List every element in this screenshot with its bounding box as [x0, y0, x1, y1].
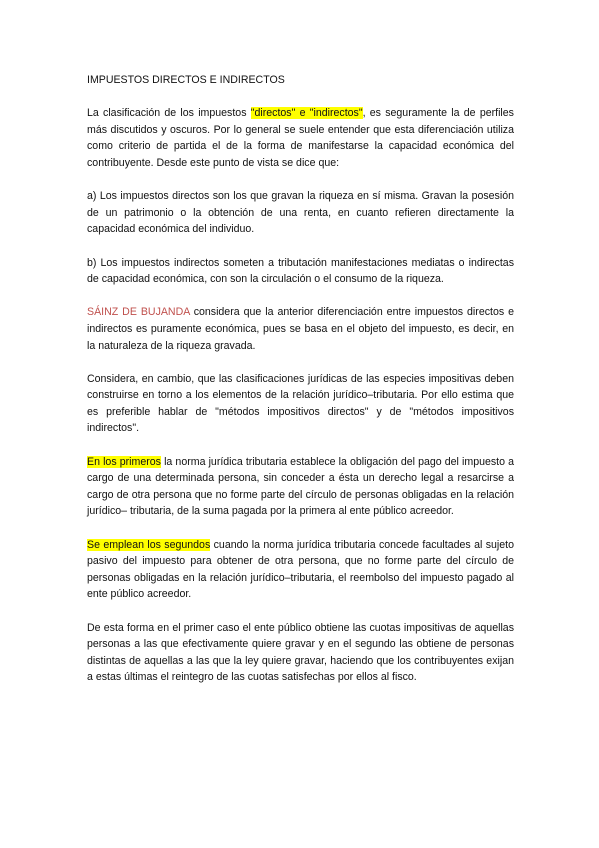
author-name: SÁINZ DE BUJANDA	[87, 306, 190, 319]
paragraph-1-text-end: , es seguramente la de perfiles más discutidos y oscuros. Por lo general se suele entender que esta diferenciación utiliza como criterio de partida el de la forma de manifestarse la capacidad económica del contribuyente. Desde este punto de vista se dice que:	[87, 107, 514, 169]
paragraph-7	[87, 537, 514, 603]
highlighted-phrase-primeros: En los primeros	[87, 455, 161, 468]
paragraph-6-text: la norma jurídica tributaria establece la obligación del pago del impuesto a cargo de una determinada persona, sin conceder a ésta un derecho legal a resarcirse a cargo de otra persona que no forme parte del círculo de personas obligadas en la relación jurídico– tributaria, de la suma pagada por la primera al ente público acreedor.	[87, 455, 515, 518]
paragraph-3: b) Los impuestos indirectos someten a tributación manifestaciones mediatas o indirectas de capacidad económica, con son la circulación o el consumo de la riqueza.	[87, 256, 514, 286]
paragraph-2: a) Los impuestos directos son los que gravan la riqueza en sí misma. Gravan la posesión de un patrimonio o la obtención de una renta, en cuanto refieren directamente la capacidad económica del individuo.	[87, 190, 514, 236]
document-title: IMPUESTOS DIRECTOS E INDIRECTOS	[87, 74, 285, 86]
highlighted-phrase: "directos" e "indirectos"	[250, 107, 363, 120]
paragraph-6	[87, 454, 514, 520]
paragraph-5: Considera, en cambio, que las clasificaciones jurídicas de las especies impositivas deben construirse en torno a los elementos de la relación jurídico–tributaria. Por ello estima que es preferible hablar de "métodos impositivos directos" y de "métodos impositivos indirectos".	[87, 372, 514, 435]
document-body	[87, 72, 514, 703]
paragraph-4	[87, 304, 514, 354]
paragraph-8: De esta forma en el primer caso el ente público obtiene las cuotas impositivas de aquellas personas a las que efectivamente quiere gravar y en el segundo las obtiene de personas distintas de aquellas a las que la ley quiere gravar, haciendo que los contribuyentes exijan a estas últimas el reintegro de las cuotas satisfechas por ellos al fisco.	[87, 621, 514, 684]
paragraph-1-text-start: La clasificación de los impuestos	[87, 107, 251, 120]
highlighted-phrase-segundos: Se emplean los segundos	[87, 538, 211, 551]
paragraph-7-text: cuando la norma jurídica tributaria concede facultades al sujeto pasivo del impuesto para obtener de otra persona, que no forme parte del círculo de personas obligadas en la relación jurídico–tributaria, el reembolso del impuesto pagado al ente público acreedor.	[87, 538, 514, 601]
paragraph-1	[87, 105, 514, 171]
paragraph-4-text: considera que la anterior diferenciación entre impuestos directos e indirectos es puramente económica, pues se basa en el objeto del impuesto, es decir, en la naturaleza de la riqueza gravada.	[87, 306, 514, 352]
